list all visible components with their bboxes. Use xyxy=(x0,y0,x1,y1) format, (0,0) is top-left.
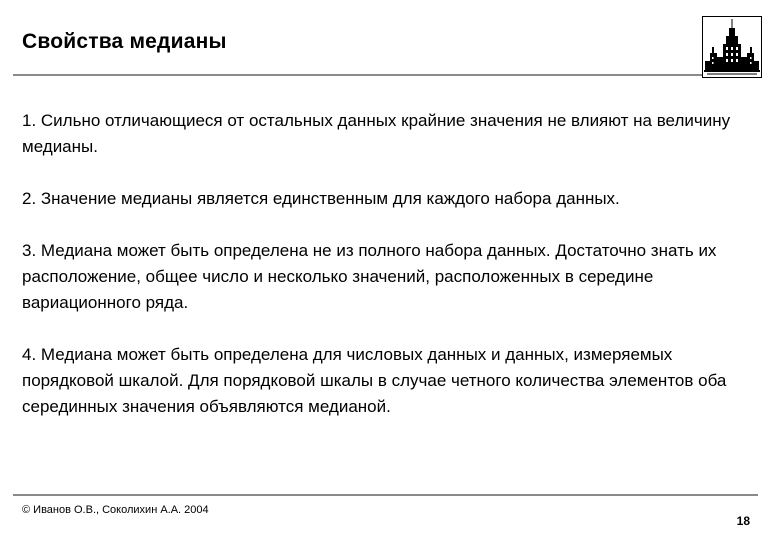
slide-title: Свойства медианы xyxy=(22,30,227,53)
page-number: 18 xyxy=(736,514,750,528)
property-3: 3. Медиана может быть определена не из полного набора данных. Достаточно знать их расположение, общее число и несколько значений, расположенных в середине вариационного ряда. xyxy=(22,241,717,312)
footer-divider xyxy=(13,494,758,496)
title-divider xyxy=(13,74,702,76)
property-4: 4. Медиана может быть определена для числовых данных и данных, измеряемых порядковой шкалой. Для порядковой шкалы в случае четного количества элементов оба серединных значения объявляются медианой. xyxy=(22,345,727,416)
slide-body xyxy=(22,108,752,446)
copyright-text: © Иванов О.В., Соколихин А.А. 2004 xyxy=(22,504,209,516)
property-1: 1. Сильно отличающиеся от остальных данных крайние значения не влияют на величину медианы. xyxy=(22,111,731,156)
property-2: 2. Значение медианы является единственным для каждого набора данных. xyxy=(22,189,620,208)
university-building-icon xyxy=(702,16,762,78)
